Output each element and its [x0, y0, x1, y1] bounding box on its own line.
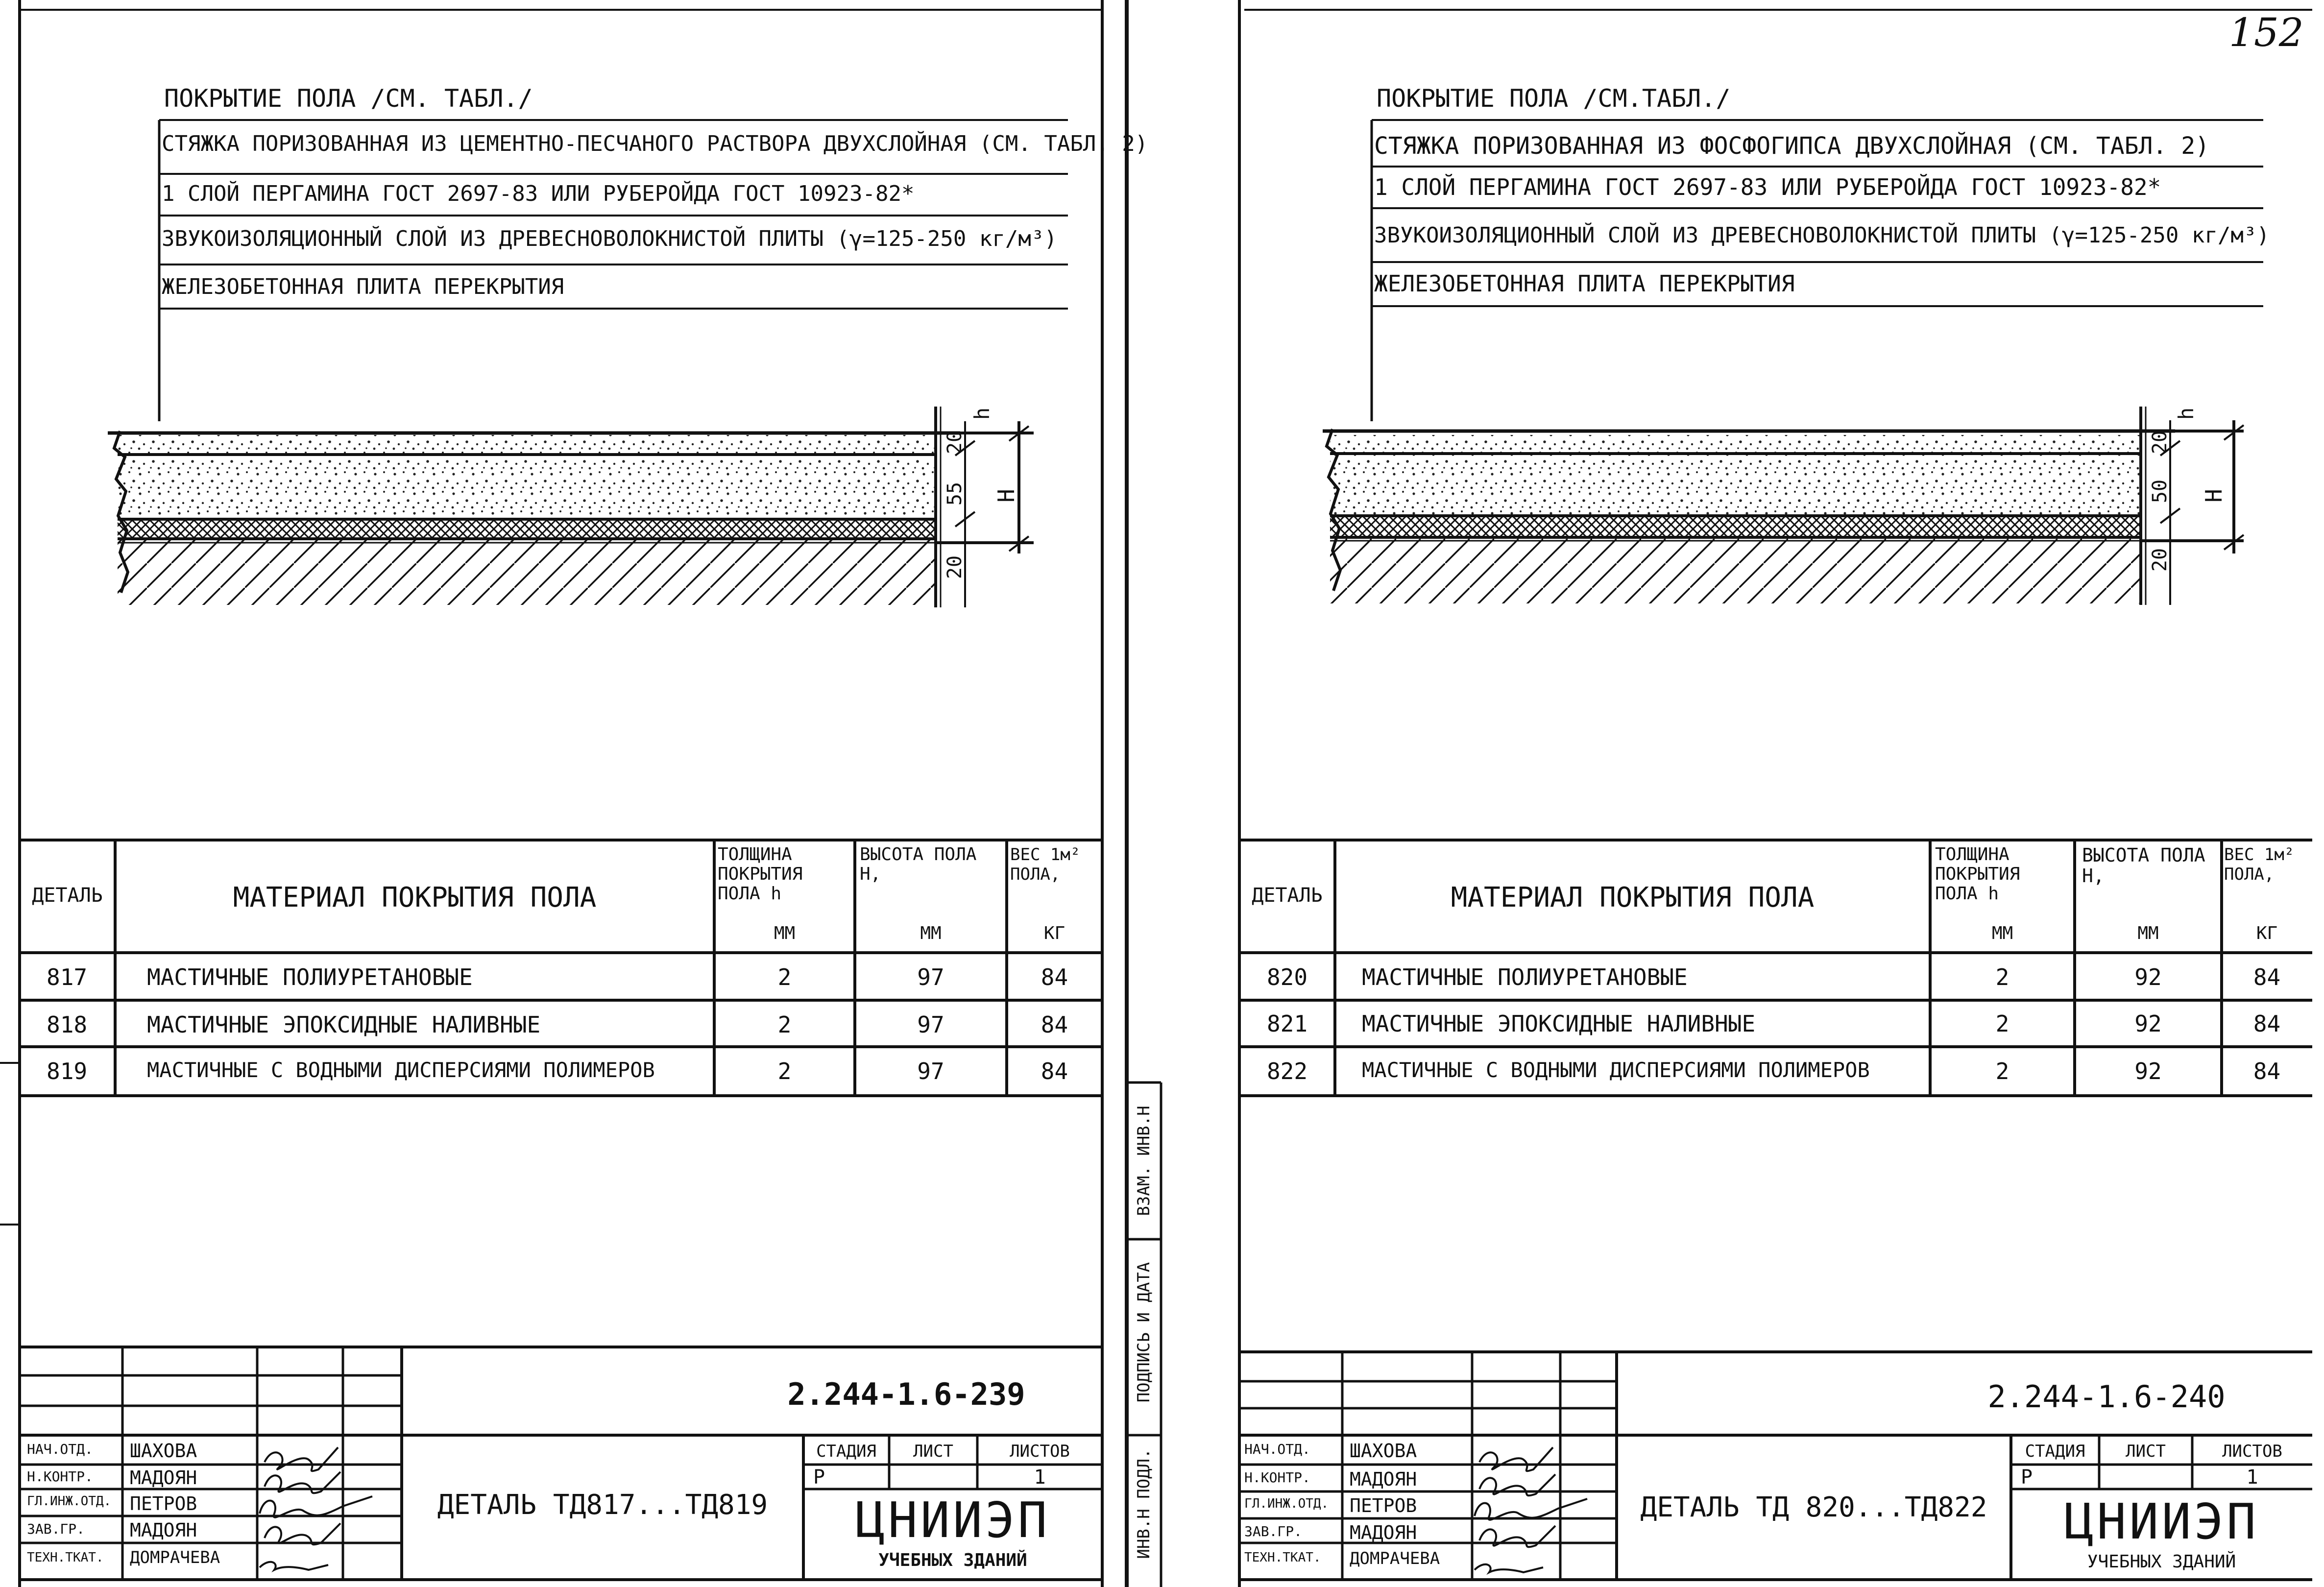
left-floor-covering-header: ПОКРЫТИЕ ПОЛА /СМ. ТАБЛ./ — [164, 84, 533, 113]
left-dim-insulation: 20 — [944, 555, 967, 579]
left-row3-thickness: 2 — [777, 1058, 792, 1084]
left-role-5: ТЕХН.ТКАТ. — [27, 1550, 104, 1565]
left-role-3: ГЛ.ИНЖ.ОТД. — [27, 1494, 112, 1509]
left-layer-2: 1 СЛОЙ ПЕРГАМИНА ГОСТ 2697-83 ИЛИ РУБЕРОЙДА ГОСТ 10923-82* — [162, 181, 915, 206]
right-row2-detail: 821 — [1266, 1010, 1308, 1037]
right-row2-height: 92 — [2134, 1010, 2162, 1037]
left-dim-h-label: h — [970, 407, 994, 420]
right-drawing-code: 2.244-1.6-240 — [1987, 1379, 2226, 1415]
left-row2-material: МАСТИЧНЫЕ ЭПОКСИДНЫЕ НАЛИВНЫЕ — [147, 1011, 541, 1038]
left-row2-detail: 818 — [47, 1011, 88, 1038]
left-row3-material: МАСТИЧНЫЕ С ВОДНЫМИ ДИСПЕРСИЯМИ ПОЛИМЕРОВ — [147, 1058, 655, 1082]
left-row2-thickness: 2 — [777, 1011, 792, 1038]
left-row3-weight: 84 — [1041, 1058, 1068, 1084]
left-row1-material: МАСТИЧНЫЕ ПОЛИУРЕТАНОВЫЕ — [147, 964, 473, 990]
left-org-sub: УЧЕБНЫХ ЗДАНИЙ — [878, 1550, 1027, 1570]
left-row3-height: 97 — [917, 1058, 944, 1084]
left-sheets-label: ЛИСТОВ — [1010, 1442, 1070, 1461]
left-sheet-label: ЛИСТ — [913, 1442, 953, 1461]
right-role-5: ТЕХН.ТКАТ. — [1244, 1550, 1321, 1565]
right-role-3: ГЛ.ИНЖ.ОТД. — [1244, 1496, 1329, 1511]
right-row3-weight: 84 — [2253, 1058, 2281, 1084]
left-org-logo: ЦНИИЭП — [855, 1491, 1050, 1549]
left-layer-1: СТЯЖКА ПОРИЗОВАННАЯ ИЗ ЦЕМЕНТНО-ПЕСЧАНОГО РАСТВОРА ДВУХСЛОЙНАЯ (СМ. ТАБЛ. 2) — [162, 131, 1148, 156]
left-dim-topping: 20 — [944, 430, 967, 455]
right-role-4: ЗАВ.ГР. — [1244, 1523, 1303, 1539]
right-layer-3: ЗВУКОИЗОЛЯЦИОННЫЙ СЛОЙ ИЗ ДРЕВЕСНОВОЛОКНИСТОЙ ПЛИТЫ (γ=125-250 кг/м³) — [1374, 223, 2270, 248]
left-name-3: ПЕТРОВ — [130, 1493, 197, 1515]
right-col-height-header: ВЫСОТА ПОЛА H, — [2082, 844, 2205, 887]
left-dim-screed: 55 — [944, 481, 967, 506]
right-row2-material: МАСТИЧНЫЕ ЭПОКСИДНЫЕ НАЛИВНЫЕ — [1362, 1010, 1756, 1037]
right-row3-thickness: 2 — [1995, 1058, 2009, 1084]
right-floor-covering-header: ПОКРЫТИЕ ПОЛА /СМ.ТАБЛ./ — [1377, 84, 1731, 113]
right-row1-height: 92 — [2134, 964, 2162, 990]
left-role-4: ЗАВ.ГР. — [27, 1521, 85, 1537]
right-col-thickness-header: ТОЛЩИНА ПОКРЫТИЯ ПОЛА h — [1935, 844, 2020, 904]
left-col-detail-header: ДЕТАЛЬ — [32, 884, 103, 907]
left-name-5: ДОМРАЧЕВА — [130, 1548, 220, 1567]
left-col-height-header: ВЫСОТА ПОЛА H, — [860, 844, 977, 884]
right-col-weight-header: ВЕС 1м² ПОЛА, — [2224, 845, 2295, 884]
left-name-4: МАДОЯН — [130, 1519, 197, 1541]
right-dim-insulation: 20 — [2149, 548, 2172, 572]
left-col-material-header: МАТЕРИАЛ ПОКРЫТИЯ ПОЛА — [233, 882, 597, 914]
right-col-weight-unit: КГ — [2256, 923, 2278, 943]
side-label-inv-no: ИНВ.Н ПОДЛ. — [1134, 1448, 1154, 1559]
left-name-1: ШАХОВА — [130, 1440, 197, 1462]
left-col-thickness-unit: ММ — [774, 923, 796, 943]
left-drawing-title: ДЕТАЛЬ ТД817...ТД819 — [437, 1489, 768, 1521]
right-sheets-label: ЛИСТОВ — [2222, 1442, 2282, 1461]
left-sheets-value: 1 — [1034, 1466, 1046, 1489]
right-dim-topping: 20 — [2149, 430, 2172, 455]
right-col-detail-header: ДЕТАЛЬ — [1252, 884, 1323, 907]
right-dim-H-label: H — [2200, 489, 2227, 503]
right-layer-4: ЖЕЛЕЗОБЕТОННАЯ ПЛИТА ПЕРЕКРЫТИЯ — [1374, 270, 1795, 297]
right-row2-thickness: 2 — [1995, 1010, 2009, 1037]
left-role-2: Н.КОНТР. — [27, 1468, 93, 1485]
page-number: 152 — [2229, 10, 2304, 55]
left-row1-thickness: 2 — [777, 964, 792, 990]
right-sheet-label: ЛИСТ — [2126, 1442, 2166, 1461]
right-row3-material: МАСТИЧНЫЕ С ВОДНЫМИ ДИСПЕРСИЯМИ ПОЛИМЕРОВ — [1362, 1058, 1870, 1082]
side-label-replace-inv: ВЗАМ. ИНВ.Н — [1134, 1106, 1154, 1216]
right-name-3: ПЕТРОВ — [1350, 1495, 1417, 1516]
right-col-material-header: МАТЕРИАЛ ПОКРЫТИЯ ПОЛА — [1451, 882, 1815, 914]
right-role-2: Н.КОНТР. — [1244, 1469, 1310, 1486]
left-row1-weight: 84 — [1041, 964, 1068, 990]
left-layer-4: ЖЕЛЕЗОБЕТОННАЯ ПЛИТА ПЕРЕКРЫТИЯ — [162, 274, 564, 299]
left-stage-label: СТАДИЯ — [816, 1442, 876, 1461]
right-row1-detail: 820 — [1266, 964, 1308, 990]
right-name-5: ДОМРАЧЕВА — [1350, 1549, 1440, 1568]
right-col-thickness-unit: ММ — [1991, 923, 2013, 943]
right-row1-thickness: 2 — [1995, 964, 2009, 990]
right-row2-weight: 84 — [2253, 1010, 2281, 1037]
left-row2-height: 97 — [917, 1011, 944, 1038]
right-role-1: НАЧ.ОТД. — [1244, 1441, 1310, 1457]
right-layer-2: 1 СЛОЙ ПЕРГАМИНА ГОСТ 2697-83 ИЛИ РУБЕРОЙДА ГОСТ 10923-82* — [1374, 174, 2161, 200]
left-col-weight-header: ВЕС 1м² ПОЛА, — [1010, 845, 1081, 884]
left-row1-detail: 817 — [47, 964, 88, 990]
left-row2-weight: 84 — [1041, 1011, 1068, 1038]
right-row3-height: 92 — [2134, 1058, 2162, 1084]
right-name-2: МАДОЯН — [1350, 1468, 1417, 1490]
left-layer-3: ЗВУКОИЗОЛЯЦИОННЫЙ СЛОЙ ИЗ ДРЕВЕСНОВОЛОКНИСТОЙ ПЛИТЫ (γ=125-250 кг/м³) — [162, 226, 1057, 251]
left-dim-H-label: H — [993, 489, 1019, 503]
left-name-2: МАДОЯН — [130, 1467, 197, 1489]
right-stage-value: Р — [2021, 1466, 2033, 1489]
right-col-height-unit: ММ — [2137, 923, 2159, 943]
left-col-thickness-header: ТОЛЩИНА ПОКРЫТИЯ ПОЛА h — [718, 844, 803, 904]
left-col-weight-unit: КГ — [1043, 923, 1065, 943]
right-layer-1: СТЯЖКА ПОРИЗОВАННАЯ ИЗ ФОСФОГИПСА ДВУХСЛОЙНАЯ (СМ. ТАБЛ. 2) — [1374, 132, 2210, 160]
right-row3-detail: 822 — [1266, 1058, 1308, 1084]
right-stage-label: СТАДИЯ — [2025, 1442, 2085, 1461]
right-dim-screed: 50 — [2149, 479, 2172, 504]
left-row1-height: 97 — [917, 964, 944, 990]
right-org-logo: ЦНИИЭП — [2064, 1493, 2259, 1550]
right-sheets-value: 1 — [2246, 1466, 2258, 1489]
left-row3-detail: 819 — [47, 1058, 88, 1084]
right-name-1: ШАХОВА — [1350, 1440, 1417, 1462]
side-label-signature-date: ПОДПИСЬ И ДАТА — [1134, 1262, 1154, 1403]
right-dim-h-label: h — [2174, 407, 2199, 420]
left-role-1: НАЧ.ОТД. — [27, 1441, 93, 1457]
right-name-4: МАДОЯН — [1350, 1522, 1417, 1543]
left-stage-value: Р — [813, 1466, 825, 1489]
left-col-height-unit: ММ — [920, 923, 942, 943]
left-drawing-code: 2.244-1.6-239 — [787, 1376, 1025, 1412]
right-row1-weight: 84 — [2253, 964, 2281, 990]
right-row1-material: МАСТИЧНЫЕ ПОЛИУРЕТАНОВЫЕ — [1362, 964, 1688, 990]
right-org-sub: УЧЕБНЫХ ЗДАНИЙ — [2087, 1552, 2236, 1572]
right-drawing-title: ДЕТАЛЬ ТД 820...ТД822 — [1640, 1491, 1987, 1523]
